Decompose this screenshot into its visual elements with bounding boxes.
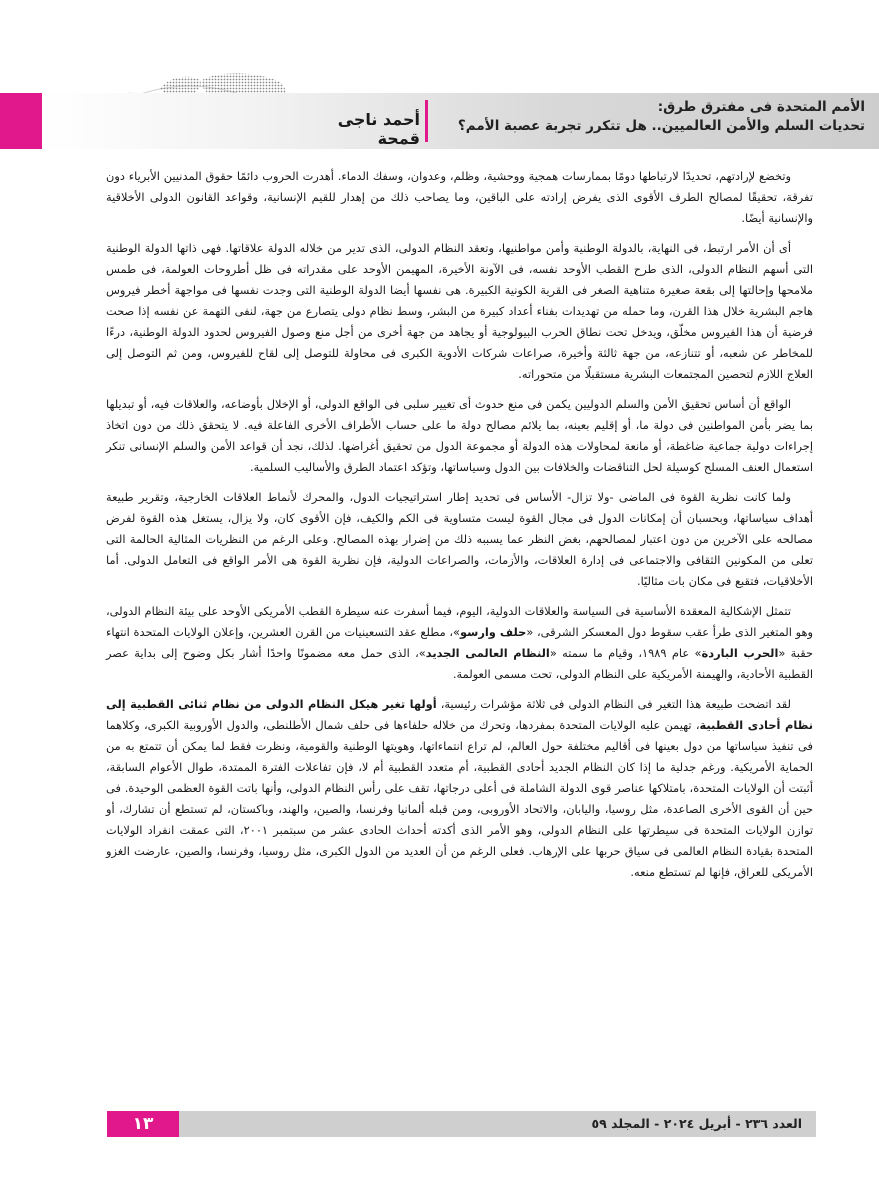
paragraph-6-text-c: ، تهيمن عليه الولايات المتحدة بمفردها، وتحرك من خلاله حلفاءها فى حلف شمال الأطلنطى، والدول الأوروبية الكبرى، وكلاهما فى تنفيذ سياساتها من دول بعينها فى أقاليم مختلفة حول العالم، لم تراع انتماءاتها، وهويتها الوطنية والقومية، ونظرت فقط لما يمكن أن تتمتع به من الحماية الأمريكية. ورغم جدلية ما إذا كان النظام الجديد أحادى القطبية، أم متعدد القطبية أم لا، فإن تفاعلات الفترة الممتدة، طوال الأعوام السابقة، أثبتت أن الولايات المتحدة، بامتلاكها عناصر قوى الدولة الشاملة فى أعلى درجاتها، تقف على رأس النظام الدولى، وأنها باتت القوة العظمى الوحيدة. فى حين أن القوى الأخرى الصاعدة، مثل روسيا، واليابان، والاتحاد الأوروبى، ومن قبله ألمانيا وفرنسا، والصين، والهند، وباكستان، لم تستطع أن تشارك، أو توازن الولايات المتحدة فى سيطرتها على النظام الدولى، وهو الأمر الذى أكدته أحداث الحادى عشر من سبتمبر ٢٠٠١، التى عمقت انفراد الولايات المتحدة بقيادة النظام العالمى فى سياق حربها على الإرهاب. فعلى الرغم من أن العديد من الدول الكبرى، مثل روسيا، وفرنسا، والصين، عارضت الغزو الأمريكى للعراق، فإنها لم تستطع منعه.	[106, 718, 813, 879]
article-title-line1: الأمم المتحدة فى مفترق طرق:	[657, 99, 865, 115]
paragraph-4: ولما كانت نظرية القوة فى الماضى -ولا تزال- الأساس فى تحديد إطار استراتيجيات الدول، والمحرك لأنماط العلاقات الخارجية، وتقرير طبيعة أهداف سياساتها، وبحسبان أن إمكانات الدول فى مجال القوة ليست متساوية فى الكم والكيف، فإن الأقوى كان، ولا يزال، يستغل هذه القوة لفرض مصالحه على الآخرين من دون اعتبار لمصالحهم، بغض النظر عما يسببه ذلك من إضرار بهذه المصالح. وعلى الرغم من النظريات المثالية الحالمة التى تعلى من المكونين الثقافى والاجتماعى فى إدارة العلاقات، والأزمات، والصراعات الدولية، فإن نظرية القوة هى الأمر الواقع فى التعامل الدولى. أما الأخلاقيات، فتقبع فى مكان بات مثاليًا.	[106, 490, 813, 588]
article-title	[395, 98, 865, 136]
paragraph-5-text-c: »، مطلع عقد التسعينيات من القرن العشرين، وإعلان الولايات المتحدة انتهاء حقبة «	[106, 625, 814, 660]
page-number: ١٣	[107, 1111, 179, 1137]
header-accent-block	[0, 93, 42, 149]
term-new-world-order: النظام العالمى الجديد	[425, 646, 550, 660]
title-divider	[425, 100, 428, 142]
paragraph-6-text-a: لقد اتضحت طبيعة هذا التغير فى النظام الدولى فى ثلاثة مؤشرات رئيسية،	[436, 697, 791, 711]
paragraph-5-text-e: »، الذى حمل معه مضمونًا واحدًا أشار بكل وضوح إلى بداية عصر القطبية الأحادية، والهيمنة الأمريكية على النظام الدولى، تحت مسمى العولمة.	[106, 646, 813, 681]
paragraph-5-text-d: » عام ١٩٨٩، وقيام ما سمته «	[549, 646, 702, 660]
paragraph-2: أى أن الأمر ارتبط، فى النهاية، بالدولة الوطنية وأمن مواطنيها، وتعقد النظام الدولى، الذى تدير من خلاله الدولة علاقاتها. فهى ذاتها الدولة الوطنية التى أسهم النظام الدولى، الذى طرح القطب الأوحد نفسه، فى الآونة الأخيرة، المهيمن الأوحد على مقدراته فى ظل أطروحات العولمة، فى طمس ملامحها وإحالتها إلى بقعة صغيرة متناهية الصغر فى القرية الكونية الكبيرة. هى نفسها أيضا الدولة الوطنية التى وجدت نفسها فى مواجهة أخطر فيروس هاجم البشرية خلال هذا القرن، وما حمله من تهديدات بفناء أعداد كبيرة من البشر، وسط نظام دولى يتصارع من جهة، لنفى التهمة عن نفسه إذا صحت فرضية أن هذا الفيروس مخلّق، ويدخل تحت نطاق الحرب البيولوجية أو يجاهد من جهة أخرى من أجل منع وصول الفيروس لحدود الدولة الوطنية، درءًا للمخاطر عن شعبه، أو تتنازعه، من جهة ثالثة وأخيرة، صراعات شركات الأدوية الكبرى فى محاولة للتوصل إلى لقاح للفيروس، ومن ثم التوصل إلى العلاج اللازم لتحصين المجتمعات البشرية مستقبلًا من متحوراته.	[106, 241, 813, 381]
paragraph-6	[106, 694, 813, 883]
paragraph-5	[106, 601, 813, 685]
article-title-line2: تحديات السلم والأمن العالميين.. هل تتكرر تجربة عصبة الأمم؟	[457, 118, 865, 134]
paragraph-3: الواقع أن أساس تحقيق الأمن والسلم الدوليين يكمن فى منع حدوث أى تغيير سلبى فى الواقع الدولى، أو الإخلال بأوضاعه، والعلاقات فيه، أو تبديلها بما يضر بأمن المواطنين فى دولة ما، أو إقليم بعينه، بما يلائم مصالح دولة ما على حساب الأطراف الأخرى الفاعلة فيه. لا يتحقق ذلك من دون اتخاذ إجراءات دولية جماعية ضاغطة، أو مانعة لمحاولات هذه الدولة أو مجموعة الدول من تحقيق أغراضها. لذلك، نجد أن قواعد الأمن والسلم الإنسانى تنكر استعمال العنف المسلح كوسيلة لحل التناقضات والخلافات بين الدول وسياساتها، وتؤكد اعتماد الطرق والأساليب السلمية.	[106, 397, 813, 474]
paragraph-6-highlight: أولها تغير هيكل النظام الدولى من نظام ثنائى القطبية إلى نظام أحادى القطبية	[106, 697, 813, 732]
term-warsaw-pact: حلف وارسو	[460, 625, 527, 639]
paragraph-1: وتخضع لإرادتهم، تحديدًا لارتباطها دومًا بممارسات همجية ووحشية، وظلم، وعدوان، وسفك الدماء. أهدرت الحروب دائمًا حقوق المدنيين الأبرياء دون تفرقة، تحقيقًا لمصالح الطرف الأقوى الذى يفرض إرادته على الباقين، وما يصاحب ذلك من إهدار للقيم الإنسانية، وقواعد القانون الدولى الأخلاقية والإنسانية أيضًا.	[106, 169, 813, 225]
issue-info: العدد ٢٣٦ - أبريل ٢٠٢٤ - المجلد ٥٩	[179, 1111, 816, 1137]
author-name: أحمد ناجى قمحة	[337, 110, 420, 148]
page-footer	[107, 1111, 816, 1137]
paragraph-5-text-a: تتمثل الإشكالية المعقدة الأساسية فى السياسة والعلاقات الدولية، اليوم، فيما أسفرت عنه سيطرة القطب الأمريكى الأوحد على بيئة النظام الدولى، وهو المتغير الذى طرأ عقب سقوط دول المعسكر الشرقى، «	[106, 604, 813, 639]
term-cold-war: الحرب الباردة	[701, 646, 779, 660]
article-body	[106, 166, 813, 892]
